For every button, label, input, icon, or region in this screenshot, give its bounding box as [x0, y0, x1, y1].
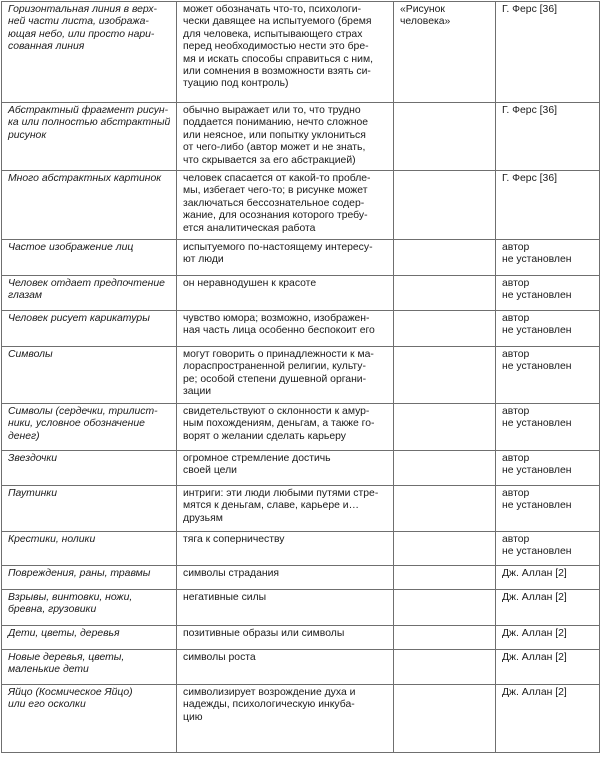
author-cell: [496, 532, 600, 566]
author-cell: [496, 276, 600, 311]
symbol-cell: [2, 240, 177, 276]
test-cell: [394, 532, 496, 566]
meaning-text: может обозначать что-то, психологи- чески давящее на испытуемого (бремя для человека, испытывающего страх перед необходимостью нести это бре- мя и искать способы справиться с ним, или сомнения в возможности взять си- туацию под контроль): [183, 4, 373, 90]
meaning-text: испытуемого по-настоящему интересу- ют люди: [183, 242, 373, 266]
table-row: [2, 451, 600, 486]
symbol-cell: [2, 2, 177, 103]
test-text: «Рисунок человека»: [400, 4, 451, 28]
author-text: автор не установлен: [502, 534, 572, 558]
meaning-text: обычно выражает или то, что трудно поддается пониманию, нечто сложное или неясное, или попытку уклониться от чего-либо (автор может и не знать, что скрывается за его абстракцией): [183, 105, 369, 166]
author-cell: [496, 404, 600, 451]
meaning-cell: [177, 650, 394, 685]
symbol-text: Символы: [8, 349, 53, 360]
table-row: [2, 532, 600, 566]
meaning-cell: [177, 171, 394, 240]
author-cell: [496, 240, 600, 276]
meaning-text: символы роста: [183, 652, 256, 663]
table-row: [2, 103, 600, 171]
symbol-cell: [2, 626, 177, 650]
table-row: [2, 486, 600, 532]
author-text: автор не установлен: [502, 349, 572, 373]
author-text: автор не установлен: [502, 313, 572, 337]
table-row: [2, 685, 600, 753]
symbol-text: Новые деревья, цветы, маленькие дети: [8, 652, 125, 676]
symbol-cell: [2, 103, 177, 171]
author-text: автор не установлен: [502, 453, 572, 477]
meaning-text: символизирует возрождение духа и надежды, психологическую инкуба- цию: [183, 687, 356, 723]
symbols-table: [1, 1, 600, 753]
symbol-text: Дети, цветы, деревья: [8, 628, 120, 639]
meaning-text: чувство юмора; возможно, изображен- ная часть лица особенно беспокоит его: [183, 313, 375, 337]
symbol-text: Взрывы, винтовки, ножи, бревна, грузовики: [8, 592, 133, 616]
meaning-cell: [177, 685, 394, 753]
author-text: Дж. Аллан [2]: [502, 592, 567, 603]
test-cell: [394, 171, 496, 240]
table-row: [2, 650, 600, 685]
symbol-cell: [2, 566, 177, 590]
author-cell: [496, 2, 600, 103]
table-row: [2, 590, 600, 626]
test-cell: [394, 486, 496, 532]
table-row: [2, 311, 600, 347]
table-row: [2, 276, 600, 311]
table-row: [2, 626, 600, 650]
meaning-text: свидетельствуют о склонности к амур- ным похождениям, деньгам, а также го- ворят о желании сделать карьеру: [183, 406, 375, 442]
meaning-cell: [177, 2, 394, 103]
meaning-cell: [177, 566, 394, 590]
meaning-cell: [177, 347, 394, 404]
symbol-text: Много абстрактных картинок: [8, 173, 162, 184]
author-text: автор не установлен: [502, 488, 572, 512]
table-row: [2, 2, 600, 103]
author-cell: [496, 311, 600, 347]
meaning-text: человек спасается от какой-то пробле- мы, избегает чего-то; в рисунке может заключаться бессознательное содер- жание, для осознания которого требу- ется аналитическая работа: [183, 173, 371, 234]
meaning-text: позитивные образы или символы: [183, 628, 345, 639]
test-cell: [394, 685, 496, 753]
author-cell: [496, 685, 600, 753]
meaning-cell: [177, 276, 394, 311]
symbol-cell: [2, 404, 177, 451]
test-cell: [394, 590, 496, 626]
meaning-cell: [177, 240, 394, 276]
symbol-text: Частое изображение лиц: [8, 242, 134, 253]
symbol-cell: [2, 347, 177, 404]
author-cell: [496, 650, 600, 685]
meaning-text: негативные силы: [183, 592, 267, 603]
author-cell: [496, 590, 600, 626]
symbol-text: Человек отдает предпочтение глазам: [8, 278, 165, 302]
test-cell: [394, 566, 496, 590]
symbol-cell: [2, 276, 177, 311]
meaning-text: интриги: эти люди любыми путями стре- мятся к деньгам, славе, карьере и… друзьям: [183, 488, 379, 524]
symbol-cell: [2, 650, 177, 685]
symbol-cell: [2, 486, 177, 532]
test-cell: [394, 347, 496, 404]
meaning-cell: [177, 311, 394, 347]
author-text: Дж. Аллан [2]: [502, 628, 567, 639]
symbol-cell: [2, 171, 177, 240]
test-cell: [394, 276, 496, 311]
symbol-text: Горизонтальная линия в верх- ней части листа, изобража- ющая небо, или просто нари- сованная линия: [8, 4, 158, 53]
symbol-text: Человек рисует карикатуры: [8, 313, 150, 324]
author-cell: [496, 486, 600, 532]
table-row: [2, 404, 600, 451]
meaning-text: он неравнодушен к красоте: [183, 278, 317, 289]
test-cell: [394, 2, 496, 103]
author-text: Г. Ферс [36]: [502, 4, 558, 15]
symbol-text: Яйцо (Космическое Яйцо) или его осколки: [8, 687, 133, 711]
test-cell: [394, 451, 496, 486]
author-text: автор не установлен: [502, 242, 572, 266]
symbol-text: Абстрактный фрагмент рисун- ка или полностью абстрактный рисунок: [8, 105, 171, 141]
meaning-cell: [177, 626, 394, 650]
symbol-text: Звездочки: [8, 453, 58, 464]
author-cell: [496, 566, 600, 590]
author-text: Дж. Аллан [2]: [502, 687, 567, 698]
meaning-text: тяга к соперничеству: [183, 534, 285, 545]
author-text: Дж. Аллан [2]: [502, 652, 567, 663]
symbol-cell: [2, 532, 177, 566]
meaning-cell: [177, 404, 394, 451]
symbol-cell: [2, 685, 177, 753]
symbol-cell: [2, 451, 177, 486]
author-text: автор не установлен: [502, 278, 572, 302]
test-cell: [394, 404, 496, 451]
test-cell: [394, 311, 496, 347]
meaning-cell: [177, 486, 394, 532]
symbol-cell: [2, 590, 177, 626]
table-row: [2, 566, 600, 590]
meaning-text: огромное стремление достичь своей цели: [183, 453, 331, 477]
author-cell: [496, 171, 600, 240]
symbol-text: Символы (сердечки, трилист- ники, условное обозначение денег): [8, 406, 158, 442]
author-text: Г. Ферс [36]: [502, 173, 558, 184]
table-row: [2, 171, 600, 240]
test-cell: [394, 650, 496, 685]
meaning-cell: [177, 451, 394, 486]
author-cell: [496, 451, 600, 486]
author-cell: [496, 103, 600, 171]
symbol-text: Крестики, нолики: [8, 534, 96, 545]
test-cell: [394, 103, 496, 171]
meaning-text: могут говорить о принадлежности к ма- лораспространенной религии, культу- ре; особой степени душевной органи- зации: [183, 349, 374, 398]
author-text: Дж. Аллан [2]: [502, 568, 567, 579]
symbol-cell: [2, 311, 177, 347]
symbol-text: Паутинки: [8, 488, 57, 499]
meaning-cell: [177, 532, 394, 566]
test-cell: [394, 626, 496, 650]
author-cell: [496, 626, 600, 650]
symbol-text: Повреждения, раны, травмы: [8, 568, 151, 579]
author-text: автор не установлен: [502, 406, 572, 430]
author-cell: [496, 347, 600, 404]
test-cell: [394, 240, 496, 276]
meaning-text: символы страдания: [183, 568, 280, 579]
author-text: Г. Ферс [36]: [502, 105, 558, 116]
table-row: [2, 240, 600, 276]
meaning-cell: [177, 590, 394, 626]
meaning-cell: [177, 103, 394, 171]
table-row: [2, 347, 600, 404]
